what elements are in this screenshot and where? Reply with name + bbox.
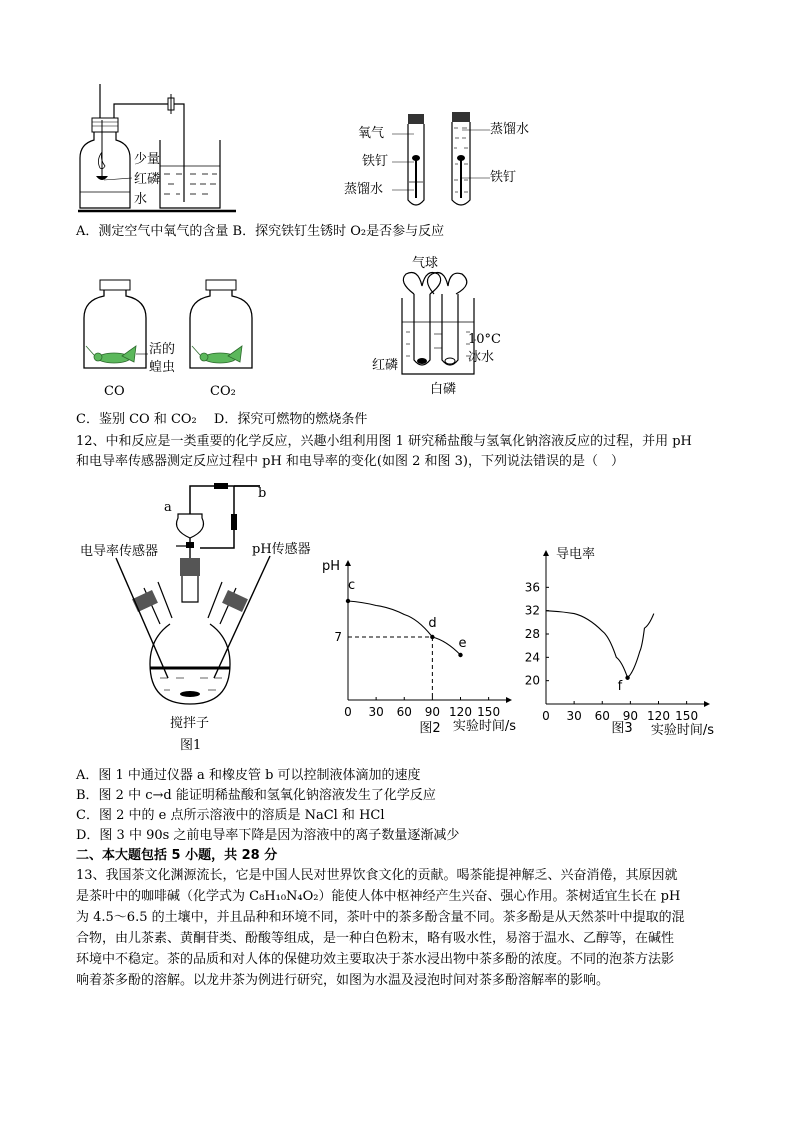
figure-a-label-phosphorus: 红磷 bbox=[134, 172, 161, 187]
figure-b-label-water-left: 蒸馏水 bbox=[344, 182, 384, 197]
figure-1-label-conductivity-sensor: 电导率传感器 bbox=[80, 544, 159, 559]
x-tick-label: 30 bbox=[368, 705, 384, 719]
q12-option-b: B．图 2 中 c→d 能证明稀盐酸和氢氧化钠溶液发生了化学反应 bbox=[76, 788, 436, 803]
x-tick-label: 30 bbox=[566, 709, 582, 723]
x-axis-label: 实验时间/s bbox=[650, 723, 714, 736]
figure-a-label-water: 水 bbox=[134, 192, 148, 207]
x-axis-label: 实验时间/s bbox=[452, 719, 516, 734]
point-label-d: d bbox=[428, 616, 437, 631]
figure-d-label-temp: 10°C bbox=[468, 332, 501, 347]
y-tick-label: 36 bbox=[524, 580, 540, 595]
figure-c-label-alive: 活的 bbox=[149, 342, 176, 357]
chart-ph bbox=[318, 548, 518, 736]
point-label-c: c bbox=[348, 578, 356, 593]
figure-d-label-balloon: 气球 bbox=[412, 256, 439, 271]
point-c bbox=[346, 599, 350, 603]
x-tick-label: 120 bbox=[449, 705, 472, 719]
point-label-e: e bbox=[458, 636, 467, 651]
q13-line-3: 为 4.5～6.5 的土壤中，并且品种和环境不同，茶叶中的茶多酚含量不同。茶多酚是从天然茶叶中提取的混 bbox=[76, 910, 685, 925]
point-label-f: f bbox=[617, 678, 623, 694]
chart-conductivity bbox=[524, 540, 734, 736]
x-tick-label: 90 bbox=[424, 705, 441, 719]
figure-d-label-white-p: 白磷 bbox=[430, 382, 457, 397]
figure-d-combustion-setup bbox=[398, 268, 478, 378]
series-line bbox=[546, 611, 654, 678]
row1-caption: A．测定空气中氧气的含量 B．探究铁钉生锈时 O₂是否参与反应 bbox=[76, 224, 445, 239]
section-2-heading: 二、本大题包括 5 小题，共 28 分 bbox=[76, 848, 278, 863]
figure-c-label-locust: 蝗虫 bbox=[149, 360, 176, 375]
y-tick-label: 28 bbox=[524, 627, 540, 641]
y-axis-label: 导电率 bbox=[556, 547, 596, 562]
row2-caption: C．鉴别 CO 和 CO₂ D．探究可燃物的燃烧条件 bbox=[76, 412, 368, 427]
q12-option-c: C．图 2 中的 e 点所示溶液中的溶质是 NaCl 和 HCl bbox=[76, 808, 385, 823]
x-tick-label: 120 bbox=[647, 709, 670, 723]
figure-c-label-co: CO bbox=[104, 384, 125, 399]
figure-a-label-amount: 少量 bbox=[134, 152, 161, 167]
figure-b-label-water-right: 蒸馏水 bbox=[490, 122, 530, 137]
y-tick-label: 20 bbox=[524, 673, 540, 688]
figure-b-label-oxygen: 氧气 bbox=[358, 126, 385, 141]
x-tick-label: 0 bbox=[344, 705, 352, 719]
point-e bbox=[458, 653, 462, 657]
figure-1-label-b: b bbox=[258, 486, 267, 501]
y-axis-arrow bbox=[345, 560, 351, 566]
chart-caption: 图3 bbox=[611, 721, 633, 736]
q13-line-5: 环境中不稳定。茶的品质和对人体的保健功效主要取决于茶水浸出物中茶多酚的浓度。不同的泡茶方法影 bbox=[76, 952, 675, 967]
x-tick-label: 150 bbox=[675, 709, 699, 723]
q12-stem-line1: 12、中和反应是一类重要的化学反应，兴趣小组利用图 1 研究稀盐酸与氢氧化钠溶液反应的过程，并用 pH bbox=[76, 434, 692, 449]
series-line bbox=[348, 601, 461, 655]
chart-caption: 图2 bbox=[419, 721, 441, 736]
point-f bbox=[625, 676, 629, 680]
y-tick-label: 7 bbox=[334, 630, 342, 644]
x-tick-label: 90 bbox=[622, 709, 639, 723]
q13-line-2: 是茶叶中的咖啡碱（化学式为 C₈H₁₀N₄O₂）能使人体中枢神经产生兴奋、强心作用。茶树适宜生长在 pH bbox=[76, 889, 681, 904]
x-axis-arrow bbox=[506, 697, 512, 703]
x-tick-label: 0 bbox=[542, 709, 550, 723]
figure-1-caption: 图1 bbox=[180, 738, 202, 753]
y-tick-label: 24 bbox=[524, 650, 540, 665]
q13-line-1: 13、我国茶文化渊源流长，它是中国人民对世界饮食文化的贡献。喝茶能提神解乏、兴奋消倦，其原因就 bbox=[76, 868, 678, 883]
figure-d-label-red-p: 红磷 bbox=[372, 358, 399, 373]
y-axis-arrow bbox=[543, 550, 549, 556]
x-tick-label: 150 bbox=[477, 705, 501, 719]
figure-1-apparatus bbox=[110, 478, 310, 718]
y-axis-label: pH bbox=[322, 559, 341, 574]
q12-option-a: A．图 1 中通过仪器 a 和橡皮管 b 可以控制液体滴加的速度 bbox=[76, 768, 421, 783]
y-tick-label: 32 bbox=[524, 603, 540, 618]
x-axis-arrow bbox=[704, 701, 710, 707]
q13-line-4: 合物，由儿茶素、黄酮苷类、酚酸等组成，是一种白色粉末，略有吸水性，易溶于温水、乙醇等，在碱性 bbox=[76, 931, 675, 946]
figure-1-label-a: a bbox=[164, 500, 172, 515]
q12-stem-line2: 和电导率传感器测定反应过程中 pH 和电导率的变化(如图 2 和图 3)，下列说法错误的是（ ） bbox=[76, 454, 625, 469]
figure-1-label-stirrer: 搅拌子 bbox=[170, 716, 210, 731]
figure-1-label-ph-sensor: pH传感器 bbox=[252, 542, 311, 557]
figure-b-label-nail-right: 铁钉 bbox=[490, 170, 517, 185]
figure-b-iron-rust bbox=[392, 104, 492, 212]
x-tick-label: 60 bbox=[594, 709, 610, 723]
figure-d-label-ice: 冰水 bbox=[468, 350, 495, 365]
figure-b-label-nail-left: 铁钉 bbox=[362, 154, 389, 169]
x-tick-label: 60 bbox=[396, 705, 412, 719]
q12-option-d: D．图 3 中 90s 之前电导率下降是因为溶液中的离子数量逐渐减少 bbox=[76, 828, 460, 843]
q13-line-6: 响着茶多酚的溶解。以龙井茶为例进行研究，如图为水温及浸泡时间对茶多酚溶解率的影响。 bbox=[76, 973, 610, 988]
figure-c-label-co2: CO₂ bbox=[210, 384, 236, 399]
